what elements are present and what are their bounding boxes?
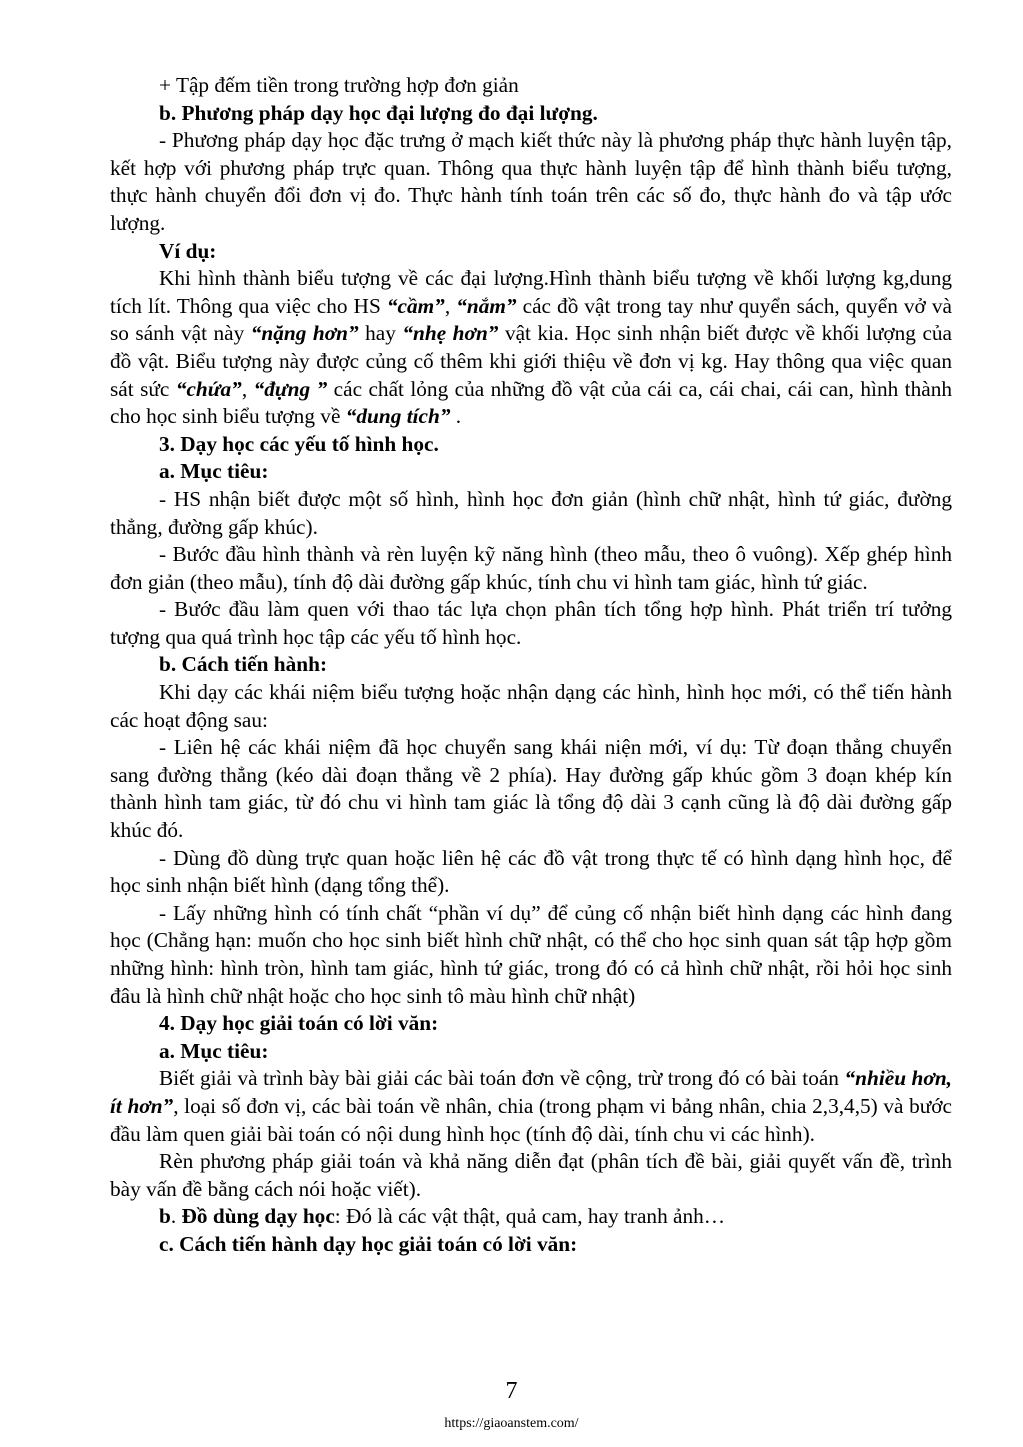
emphasis-nhe-hon: “nhẹ hơn” [402, 321, 499, 346]
heading-section-3: 3. Dạy học các yếu tố hình học. [159, 431, 439, 456]
emphasis-nang-hon: “nặng hơn” [250, 321, 359, 346]
heading-example: Ví dụ: [159, 238, 217, 263]
bold-run: b [159, 1204, 171, 1229]
emphasis-nhieu-hon-it-hon: “nhiều hơn, ít hơn” [110, 1066, 953, 1118]
text-run: . [450, 404, 462, 429]
page-number: 7 [505, 1378, 518, 1404]
heading-3b-procedure: b. Cách tiến hành: [159, 652, 328, 677]
emphasis-dung-tich: “dung tích” [345, 404, 451, 429]
paragraph-geometry-skills: - Bước đầu hình thành và rèn luyện kỹ năng hình (theo mẫu, theo ô vuông). Xếp ghép hình đơn giản (theo mẫu), tính độ dài đường gấp khúc, tính chu vi hình tam giác, hình tứ giác. [110, 542, 952, 594]
paragraph-word-problems [110, 1065, 952, 1148]
paragraph-problem-solving-skills: Rèn phương pháp giải toán và khả năng diễn đạt (phân tích đề bài, giải quyết vấn đề, trình bày vấn đề bằng cách nói hoặc viết). [110, 1149, 952, 1201]
heading-3a-objectives: a. Mục tiêu: [159, 459, 269, 484]
text-run: các chất lỏng của những đồ vật của cái ca, cái chai, cái can, hình thành cho học sinh biểu tượng về [110, 376, 952, 429]
heading-4a-objectives: a. Mục tiêu: [159, 1038, 269, 1063]
paragraph-procedure-examples: - Lấy những hình có tính chất “phần ví dụ” để củng cố nhận biết hình dạng các hình đang học (Chẳng hạn: muốn cho học sinh biết hình chữ nhật, có thể cho học sinh quan sát tập hợp gồm những hình: hình tròn, hình tam giác, hình tứ giác, trong đó có cả hình chữ nhật, rồi hỏi học sinh đâu là hình chữ nhật hoặc cho học sinh tô màu hình chữ nhật) [110, 900, 952, 1008]
paragraph-teaching-aids [110, 1203, 952, 1231]
document-body [110, 72, 952, 1259]
paragraph-procedure-intro: Khi dạy các khái niệm biểu tượng hoặc nhận dạng các hình, hình học mới, có thể tiến hành các hoạt động sau: [110, 680, 952, 732]
heading-measurement-method: b. Phương pháp dạy học đại lượng đo đại lượng. [159, 100, 598, 125]
heading-section-4: 4. Dạy học giải toán có lời văn: [159, 1011, 439, 1036]
emphasis-dung: “đựng ” [253, 376, 328, 401]
text-run: . [170, 1204, 182, 1229]
emphasis-cam: “cầm” [386, 293, 445, 318]
text-run: , loại số đơn vị, các bài toán về nhân, chia (trong phạm vi bảng nhân, chia 2,3,4,5) và bước đầu làm quen giải bài toán có nội dung hình học (tính độ dài, tính chu vi các hình). [110, 1093, 952, 1146]
bold-teaching-aids-label: Đồ dùng dạy học [181, 1204, 335, 1229]
paragraph-method-description: - Phương pháp dạy học đặc trưng ở mạch kiết thức này là phương pháp thực hành luyện tập, kết hợp với phương pháp trực quan. Thông qua thực hành luyện tập để hình thành biểu tượng, thực hành chuyển đổi đơn vị đo. Thực hành tính toán trên các số đo, thực hành đo và tập ước lượng. [110, 128, 952, 235]
text-run: hay [358, 321, 403, 346]
footer-url: https://giaoanstem.com/ [444, 1416, 579, 1431]
emphasis-nam: “nắm” [456, 293, 517, 318]
text-run: , [241, 376, 254, 401]
text-run: , [444, 293, 457, 318]
paragraph-money-counting: + Tập đếm tiền trong trường hợp đơn giản [159, 73, 519, 97]
paragraph-geometry-analysis: - Bước đầu làm quen với thao tác lựa chọn phân tích tổng hợp hình. Phát triển trí tưởng tượng qua quá trình học tập các yếu tố hình học. [110, 597, 952, 649]
text-run: Biết giải và trình bày bài giải các bài toán đơn về cộng, trừ trong đó có bài toán [159, 1066, 845, 1091]
heading-4c-procedure: c. Cách tiến hành dạy học giải toán có lời văn: [159, 1231, 578, 1256]
text-run: vật kia. Học sinh nhận biết được về khối lượng của đồ vật. Biểu tượng này được củng cố thêm khi giới thiệu về đơn vị kg. Hay thông qua việc quan sát sức [110, 321, 953, 401]
text-run: Khi hình thành biểu tượng về các đại lượng.Hình thành biểu tượng về khối lượng kg,dung tích lít. Thông qua việc cho HS [110, 266, 952, 318]
paragraph-procedure-concepts: - Liên hệ các khái niệm đã học chuyển sang khái niện mới, ví dụ: Từ đoạn thẳng chuyển sang đường thẳng (kéo dài đoạn thẳng về 2 phía). Hay đường gấp khúc gồm 3 đoạn khép kín thành hình tam giác, từ đó chu vi hình tam giác là tổng độ dài 3 cạnh cũng là độ dài đường gấp khúc đó. [110, 735, 952, 843]
paragraph-example [110, 265, 952, 431]
emphasis-chua: “chứa” [175, 376, 242, 401]
text-run: : Đó là các vật thật, quả cam, hay tranh ảnh… [334, 1204, 726, 1229]
paragraph-procedure-visual-aids: - Dùng đồ dùng trực quan hoặc liên hệ các đồ vật trong thực tế có hình dạng hình học, để học sinh nhận biết hình (dạng tổng thể). [110, 845, 952, 898]
paragraph-geometry-recognition: - HS nhận biết được một số hình, hình học đơn giản (hình chữ nhật, hình tứ giác, đường thẳng, đường gấp khúc). [110, 486, 952, 539]
text-run: các đồ vật trong tay như quyển sách, quyển vở và so sánh vật này [110, 293, 952, 346]
